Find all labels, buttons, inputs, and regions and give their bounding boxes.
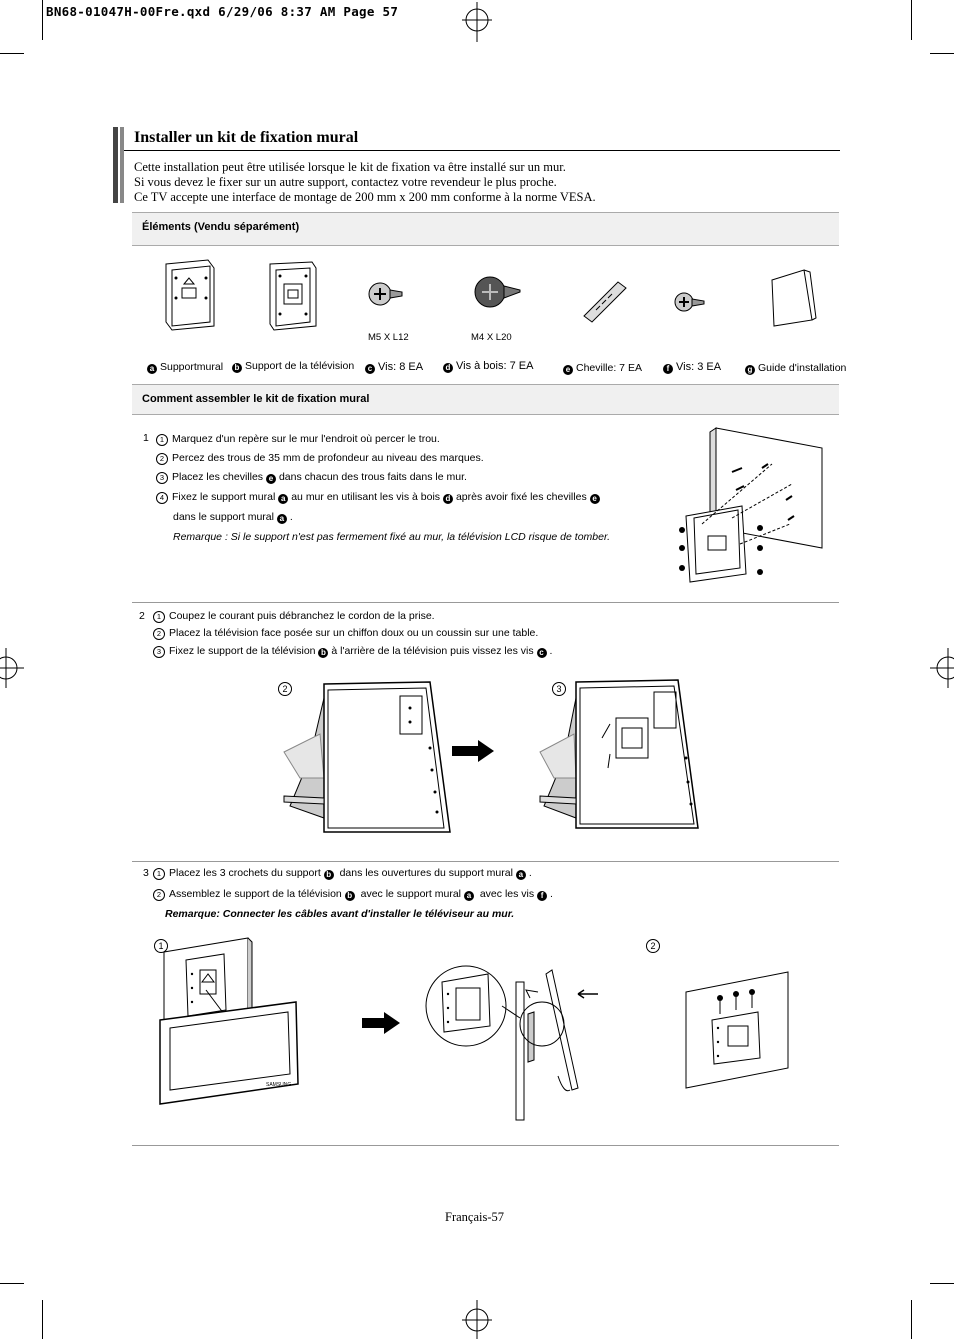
divider: [132, 861, 839, 862]
part-label-g: [745, 362, 846, 375]
wall-bracket-icon: [160, 258, 220, 332]
badge-b: b: [318, 648, 328, 658]
tv-bracket-icon: [266, 260, 322, 334]
step1-line: [156, 470, 467, 484]
assembly-band-label: Comment assembler le kit de fixation mural: [142, 393, 370, 405]
step-text: dans les ouvertures du support mural: [339, 867, 513, 879]
badge-c: c: [537, 648, 547, 658]
crop-mark: [42, 0, 43, 40]
badge-b: b: [232, 363, 242, 373]
step2-line: [153, 626, 538, 640]
part-label-text: Supportmural: [160, 361, 224, 373]
part-label-text: Vis à bois: 7 EA: [456, 360, 534, 372]
circled-number: 1: [156, 434, 168, 446]
step2-line: [153, 644, 552, 658]
step-text: .: [528, 867, 532, 879]
divider: [132, 602, 839, 603]
part-label-c: [365, 361, 423, 374]
step-text: après avoir fixé les chevilles: [455, 491, 587, 503]
step-number: 1: [143, 432, 149, 444]
step2-line: [153, 609, 435, 623]
step1-line: [156, 490, 603, 504]
badge-d: d: [443, 494, 453, 504]
step1-note: Remarque : Si le support n'est pas fermement fixé au mur, la télévision LCD risque de tomber.: [173, 531, 610, 543]
step-number: 2: [139, 610, 145, 622]
title-accent-bar: [113, 127, 118, 203]
screw-m5-icon: [366, 278, 406, 312]
step1-line: [156, 432, 440, 446]
badge-a: a: [277, 514, 287, 524]
badge-f: f: [537, 891, 547, 901]
intro-line: Cette installation peut être utilisée lorsque le kit de fixation va être installé sur un mur.: [134, 160, 566, 174]
step-text: dans chacun des trous faits dans le mur.: [278, 471, 467, 483]
circled-number: 3: [156, 472, 168, 484]
part-label-a: [147, 361, 223, 374]
registration-mark-icon: [462, 1300, 492, 1339]
title-accent-bar: [120, 127, 124, 203]
step3-note: Remarque: Connecter les câbles avant d'installer le téléviseur au mur.: [165, 908, 515, 920]
crop-mark: [911, 1300, 912, 1339]
installation-guide-icon: [766, 266, 818, 328]
step-text: au mur en utilisant les vis à bois: [291, 491, 441, 503]
step-number: 3: [143, 867, 149, 879]
crop-mark: [930, 53, 954, 54]
badge-a: a: [464, 891, 474, 901]
badge-c: c: [365, 364, 375, 374]
step-text: Placez les 3 crochets du support: [169, 867, 321, 879]
step1-line: [156, 451, 484, 465]
part-label-text: Vis: 8 EA: [378, 361, 424, 373]
arrow-right-icon: [452, 740, 494, 762]
crop-mark: [930, 1283, 954, 1284]
circled-number: 1: [153, 611, 165, 623]
intro-text: [134, 160, 596, 205]
figure-mark: 1: [154, 939, 168, 953]
wall-mount-diagram: [672, 424, 832, 584]
page-title: Installer un kit de fixation mural: [134, 129, 359, 146]
screw-f-icon: [672, 288, 708, 318]
registration-mark-icon: [462, 2, 492, 42]
tv-hook-diagram: [154, 934, 304, 1114]
figure-mark: 2: [646, 939, 660, 953]
part-label-e: [563, 362, 642, 375]
step-text: Percez des trous de 35 mm de profondeur au niveau des marques.: [172, 452, 484, 464]
tv-bracket-attached-diagram: [538, 678, 702, 838]
step-text: .: [289, 511, 293, 523]
part-label-f: [663, 361, 721, 374]
step1-line: [173, 510, 293, 524]
title-rule: [124, 150, 840, 151]
step-text: Coupez le courant puis débranchez le cordon de la prise.: [169, 610, 435, 622]
circled-number: 3: [153, 646, 165, 658]
wall-assembled-diagram: [684, 968, 792, 1092]
step-text: Marquez d'un repère sur le mur l'endroit où percer le trou.: [172, 433, 440, 445]
file-header: BN68-01047H-00Fre.qxd 6/29/06 8:37 AM Page 57: [46, 4, 399, 19]
arrow-right-icon: [362, 1012, 400, 1034]
page-number: Français-57: [445, 1210, 505, 1224]
circled-number: 2: [156, 453, 168, 465]
part-label-text: Vis: 3 EA: [676, 361, 722, 373]
registration-mark-icon: [0, 648, 24, 688]
crop-mark: [42, 1300, 43, 1339]
screw-size-label: M4 X L20: [471, 332, 512, 343]
crop-mark: [911, 0, 912, 40]
step-text: Fixez le support mural: [172, 491, 276, 503]
divider: [132, 1145, 839, 1146]
part-label-d: [443, 360, 533, 373]
step-text: Placez les chevilles: [172, 471, 264, 483]
circled-number: 1: [153, 868, 165, 880]
badge-d: d: [443, 363, 453, 373]
figure-mark: 3: [552, 682, 566, 696]
tv-face-down-diagram: [280, 678, 456, 842]
step3-line: [153, 866, 532, 880]
registration-mark-icon: [930, 648, 954, 688]
elements-band-label: Éléments (Vendu séparément): [142, 221, 300, 233]
step-text: dans le support mural: [173, 511, 274, 523]
badge-b: b: [345, 891, 355, 901]
part-label-b: [232, 360, 354, 373]
badge-a: a: [516, 870, 526, 880]
elements-band: [132, 212, 839, 246]
step-text: Assemblez le support de la télévision: [169, 888, 342, 900]
screw-size-label: M5 X L12: [368, 332, 409, 343]
figure-mark: 2: [278, 682, 292, 696]
crop-mark: [0, 1283, 24, 1284]
part-label-text: Cheville: 7 EA: [576, 362, 642, 374]
step-text: .: [550, 888, 553, 900]
circled-number: 4: [156, 492, 168, 504]
step-text: .: [549, 645, 553, 657]
step-text: Placez la télévision face posée sur un chiffon doux ou un coussin sur une table.: [169, 627, 539, 639]
circled-number: 2: [153, 628, 165, 640]
side-view-diagram: [418, 964, 608, 1124]
step-text: Fixez le support de la télévision: [169, 645, 316, 657]
intro-line: Ce TV accepte une interface de montage de 200 mm x 200 mm conforme à la norme VESA.: [134, 190, 596, 204]
assembly-band: [132, 384, 839, 415]
badge-e: e: [563, 365, 573, 375]
step-text: avec les vis: [479, 888, 535, 900]
wall-anchor-icon: [578, 276, 632, 324]
step3-line: [153, 887, 553, 901]
crop-mark: [0, 53, 24, 54]
badge-b: b: [324, 870, 334, 880]
badge-e: e: [266, 474, 276, 484]
step-text: avec le support mural: [360, 888, 461, 900]
badge-a: a: [278, 494, 288, 504]
badge-a: a: [147, 364, 157, 374]
circled-number: 2: [153, 889, 165, 901]
badge-f: f: [663, 364, 673, 374]
part-label-text: Support de la télévision: [245, 360, 355, 372]
badge-g: g: [745, 365, 755, 375]
tv-brand-logo: SAMSUNG: [266, 1082, 292, 1088]
part-label-text: Guide d'installation: [758, 362, 847, 374]
wood-screw-icon: [470, 272, 522, 312]
step-text: à l'arrière de la télévision puis vissez les vis: [331, 645, 534, 657]
intro-line: Si vous devez le fixer sur un autre support, contactez votre revendeur le plus proche.: [134, 175, 557, 189]
badge-e: e: [590, 494, 600, 504]
